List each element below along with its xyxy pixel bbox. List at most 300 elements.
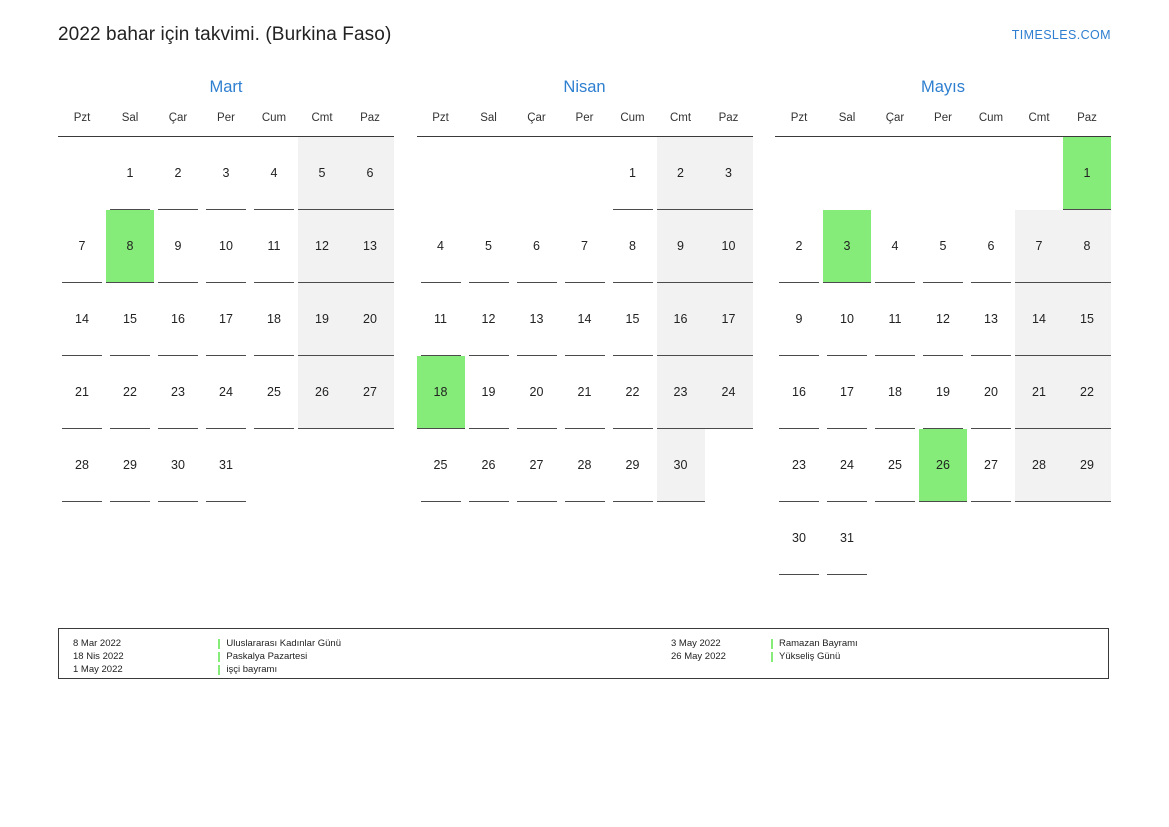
month-title: Mayıs	[920, 78, 965, 96]
legend-holiday-date: 3 May 2022	[671, 638, 721, 649]
day-cell[interactable]	[823, 283, 871, 356]
week-row	[58, 356, 394, 429]
day-number	[298, 429, 346, 502]
day-cell[interactable]	[154, 283, 202, 356]
day-number: 2	[154, 137, 202, 210]
day-cell-empty	[417, 137, 465, 211]
day-cell[interactable]	[705, 283, 753, 356]
day-number: 31	[202, 429, 250, 502]
day-number: 1	[609, 137, 657, 210]
weekday-header-pzt: Pzt	[775, 109, 823, 137]
day-number: 21	[561, 356, 609, 429]
day-cell-empty	[919, 502, 967, 575]
day-number: 28	[1015, 429, 1063, 502]
day-number: 12	[465, 283, 513, 356]
day-number: 11	[250, 210, 298, 283]
day-cell[interactable]	[465, 210, 513, 283]
weekday-header-cum: Cum	[250, 109, 298, 137]
day-cell-holiday[interactable]	[919, 429, 967, 502]
page-header	[58, 18, 1111, 52]
day-number: 4	[417, 210, 465, 283]
week-row	[775, 502, 1111, 575]
day-cell[interactable]	[775, 210, 823, 283]
week-row	[417, 210, 753, 283]
day-cell-empty	[250, 429, 298, 502]
day-number: 18	[250, 283, 298, 356]
day-number: 20	[346, 283, 394, 356]
day-number	[1015, 137, 1063, 210]
day-cell[interactable]	[657, 210, 705, 283]
day-cell[interactable]	[58, 429, 106, 502]
day-number: 28	[58, 429, 106, 502]
month-grid	[417, 109, 753, 575]
day-cell-empty	[705, 502, 753, 575]
day-number: 7	[1015, 210, 1063, 283]
weekday-header-pzt: Pzt	[417, 109, 465, 137]
month-title: Mart	[209, 78, 243, 96]
day-number: 19	[465, 356, 513, 429]
day-cell-empty	[919, 137, 967, 211]
weekday-header-cmt: Cmt	[657, 109, 705, 137]
day-number: 21	[1015, 356, 1063, 429]
day-number: 10	[823, 283, 871, 356]
legend-group-left	[73, 637, 341, 678]
day-number: 16	[657, 283, 705, 356]
month-body-0	[58, 137, 394, 576]
legend-group-right	[671, 637, 931, 678]
day-cell[interactable]	[465, 283, 513, 356]
day-cell[interactable]	[513, 283, 561, 356]
day-number: 30	[775, 502, 823, 575]
weekday-header-paz: Paz	[1063, 109, 1111, 137]
legend-holiday-name: Yükseliş Günü	[771, 650, 858, 663]
day-number: 4	[871, 210, 919, 283]
day-cell[interactable]	[967, 356, 1015, 429]
day-number: 26	[919, 429, 967, 502]
day-cell-empty	[967, 137, 1015, 211]
day-cell-empty	[561, 137, 609, 211]
day-number: 18	[417, 356, 465, 429]
day-number	[967, 502, 1015, 575]
day-number: 6	[967, 210, 1015, 283]
day-cell[interactable]	[250, 283, 298, 356]
day-cell-empty	[775, 137, 823, 211]
day-number: 25	[250, 356, 298, 429]
day-number	[106, 502, 154, 575]
day-number: 12	[919, 283, 967, 356]
day-cell[interactable]	[1063, 356, 1111, 429]
day-cell-holiday[interactable]	[106, 210, 154, 283]
day-cell[interactable]	[775, 429, 823, 502]
day-number: 14	[58, 283, 106, 356]
day-cell[interactable]	[919, 283, 967, 356]
day-number: 30	[154, 429, 202, 502]
day-number: 3	[823, 210, 871, 283]
day-cell-empty	[823, 137, 871, 211]
day-number: 1	[1063, 137, 1111, 210]
day-cell[interactable]	[775, 356, 823, 429]
day-cell-empty	[609, 502, 657, 575]
day-cell[interactable]	[1063, 283, 1111, 356]
day-number: 18	[871, 356, 919, 429]
day-number: 8	[1063, 210, 1111, 283]
day-cell[interactable]	[561, 429, 609, 502]
week-row	[417, 502, 753, 575]
day-number: 25	[417, 429, 465, 502]
day-cell[interactable]	[513, 429, 561, 502]
day-cell[interactable]	[346, 137, 394, 211]
day-number: 17	[823, 356, 871, 429]
day-number: 25	[871, 429, 919, 502]
day-number	[417, 502, 465, 575]
day-number: 26	[465, 429, 513, 502]
day-number: 23	[775, 429, 823, 502]
legend-holiday-date: 1 May 2022	[73, 664, 123, 675]
day-cell-empty	[871, 137, 919, 211]
day-number	[1063, 502, 1111, 575]
day-cell-holiday[interactable]	[823, 210, 871, 283]
week-row	[417, 356, 753, 429]
day-cell[interactable]	[298, 210, 346, 283]
day-cell[interactable]	[919, 356, 967, 429]
week-row	[417, 429, 753, 502]
day-cell[interactable]	[657, 356, 705, 429]
day-number: 15	[106, 283, 154, 356]
day-number: 22	[609, 356, 657, 429]
month-block-0	[58, 78, 394, 575]
brand-link[interactable]: TIMESLES.COM	[1011, 28, 1111, 42]
day-number: 3	[202, 137, 250, 210]
day-cell-empty	[298, 429, 346, 502]
day-cell[interactable]	[202, 137, 250, 211]
day-cell[interactable]	[967, 429, 1015, 502]
day-cell-empty	[1063, 502, 1111, 575]
day-cell-empty	[346, 502, 394, 575]
day-number	[513, 137, 561, 210]
day-cell[interactable]	[154, 137, 202, 211]
day-cell[interactable]	[871, 356, 919, 429]
day-number: 20	[513, 356, 561, 429]
day-cell[interactable]	[58, 210, 106, 283]
day-cell[interactable]	[58, 356, 106, 429]
day-number: 8	[106, 210, 154, 283]
day-number: 2	[775, 210, 823, 283]
calendar-months	[58, 78, 1111, 575]
day-number	[657, 502, 705, 575]
legend-holiday-date: 18 Nis 2022	[73, 651, 124, 662]
legend-holiday-name: işçi bayramı	[218, 663, 341, 676]
day-number	[775, 137, 823, 210]
month-grid	[58, 109, 394, 575]
day-number	[346, 502, 394, 575]
month-body-2	[775, 137, 1111, 576]
day-cell[interactable]	[1015, 429, 1063, 502]
day-cell[interactable]	[250, 210, 298, 283]
day-number	[967, 137, 1015, 210]
weekday-header-paz: Paz	[346, 109, 394, 137]
day-number	[58, 502, 106, 575]
day-cell[interactable]	[871, 429, 919, 502]
day-cell[interactable]	[1015, 356, 1063, 429]
day-cell[interactable]	[657, 283, 705, 356]
day-number: 22	[1063, 356, 1111, 429]
weekday-header-cmt: Cmt	[298, 109, 346, 137]
day-cell-empty	[705, 429, 753, 502]
day-cell[interactable]	[346, 356, 394, 429]
week-row	[58, 210, 394, 283]
day-cell[interactable]	[1015, 210, 1063, 283]
weekday-header-pzt: Pzt	[58, 109, 106, 137]
day-number: 26	[298, 356, 346, 429]
day-cell[interactable]	[106, 283, 154, 356]
month-body-1	[417, 137, 753, 576]
weekday-header-per: Per	[202, 109, 250, 137]
day-number: 13	[513, 283, 561, 356]
day-cell[interactable]	[154, 356, 202, 429]
day-number: 10	[202, 210, 250, 283]
week-row	[775, 210, 1111, 283]
day-number	[250, 429, 298, 502]
day-number: 6	[346, 137, 394, 210]
day-number: 24	[705, 356, 753, 429]
day-cell[interactable]	[561, 356, 609, 429]
day-number	[561, 502, 609, 575]
week-row	[775, 283, 1111, 356]
day-cell-empty	[346, 429, 394, 502]
day-number	[298, 502, 346, 575]
weekday-header-cum: Cum	[609, 109, 657, 137]
day-cell[interactable]	[154, 429, 202, 502]
day-number: 19	[919, 356, 967, 429]
weekday-header-row	[775, 109, 1111, 137]
day-number: 12	[298, 210, 346, 283]
week-row	[417, 137, 753, 211]
day-number: 27	[967, 429, 1015, 502]
day-number: 29	[106, 429, 154, 502]
day-cell[interactable]	[609, 210, 657, 283]
day-cell[interactable]	[871, 283, 919, 356]
day-number: 22	[106, 356, 154, 429]
month-title: Nisan	[563, 78, 606, 96]
day-number	[154, 502, 202, 575]
weekday-header-row	[417, 109, 753, 137]
day-cell[interactable]	[1063, 429, 1111, 502]
day-number: 1	[106, 137, 154, 210]
day-cell[interactable]	[609, 356, 657, 429]
weekday-header-row	[58, 109, 394, 137]
day-number: 19	[298, 283, 346, 356]
day-cell[interactable]	[298, 283, 346, 356]
page-title: 2022 bahar için takvimi. (Burkina Faso)	[58, 24, 392, 45]
day-cell[interactable]	[465, 356, 513, 429]
day-cell[interactable]	[561, 283, 609, 356]
legend-holiday-date: 26 May 2022	[671, 651, 726, 662]
legend-box	[58, 628, 1109, 679]
day-cell[interactable]	[346, 283, 394, 356]
day-number: 30	[657, 429, 705, 502]
day-cell[interactable]	[513, 356, 561, 429]
day-cell[interactable]	[154, 210, 202, 283]
weekday-header-car: Çar	[871, 109, 919, 137]
day-cell[interactable]	[465, 429, 513, 502]
day-cell-empty	[657, 502, 705, 575]
day-number: 10	[705, 210, 753, 283]
day-cell[interactable]	[775, 283, 823, 356]
day-cell[interactable]	[657, 137, 705, 211]
day-cell[interactable]	[823, 356, 871, 429]
legend-names-left	[218, 637, 341, 678]
week-row	[775, 356, 1111, 429]
day-number: 27	[346, 356, 394, 429]
day-number: 7	[561, 210, 609, 283]
day-cell[interactable]	[513, 210, 561, 283]
week-row	[58, 502, 394, 575]
legend-dates-right	[671, 637, 771, 678]
legend-holiday-name: Ramazan Bayramı	[771, 637, 858, 650]
day-cell[interactable]	[417, 283, 465, 356]
week-row	[58, 429, 394, 502]
day-number: 29	[1063, 429, 1111, 502]
day-cell[interactable]	[561, 210, 609, 283]
day-number: 28	[561, 429, 609, 502]
day-cell[interactable]	[417, 210, 465, 283]
week-row	[417, 283, 753, 356]
day-cell[interactable]	[705, 356, 753, 429]
day-number	[609, 502, 657, 575]
day-cell-empty	[465, 137, 513, 211]
day-cell-holiday[interactable]	[1063, 137, 1111, 211]
day-number: 4	[250, 137, 298, 210]
day-number: 5	[919, 210, 967, 283]
day-cell[interactable]	[919, 210, 967, 283]
day-number: 14	[1015, 283, 1063, 356]
day-cell-holiday[interactable]	[417, 356, 465, 429]
weekday-header-car: Çar	[154, 109, 202, 137]
day-cell[interactable]	[202, 429, 250, 502]
day-cell[interactable]	[58, 283, 106, 356]
weekday-header-cmt: Cmt	[1015, 109, 1063, 137]
day-number	[250, 502, 298, 575]
day-number: 13	[967, 283, 1015, 356]
day-cell[interactable]	[609, 429, 657, 502]
day-number: 8	[609, 210, 657, 283]
weekday-header-sal: Sal	[106, 109, 154, 137]
day-cell[interactable]	[609, 283, 657, 356]
day-number: 14	[561, 283, 609, 356]
day-cell[interactable]	[250, 137, 298, 211]
day-cell[interactable]	[202, 356, 250, 429]
day-number: 11	[871, 283, 919, 356]
legend-spacer	[341, 637, 671, 678]
day-cell[interactable]	[823, 429, 871, 502]
day-cell[interactable]	[298, 356, 346, 429]
weekday-header-per: Per	[561, 109, 609, 137]
day-number	[705, 502, 753, 575]
day-number: 16	[154, 283, 202, 356]
day-number	[202, 502, 250, 575]
day-number: 9	[775, 283, 823, 356]
day-cell[interactable]	[657, 429, 705, 502]
day-number	[561, 137, 609, 210]
day-number	[417, 137, 465, 210]
day-cell[interactable]	[823, 502, 871, 575]
day-number	[58, 137, 106, 210]
day-cell-empty	[58, 502, 106, 575]
legend-holiday-name: Uluslararası Kadınlar Günü	[218, 637, 341, 650]
day-number: 13	[346, 210, 394, 283]
day-number: 16	[775, 356, 823, 429]
day-number: 24	[823, 429, 871, 502]
day-cell-empty	[154, 502, 202, 575]
day-cell-empty	[967, 502, 1015, 575]
day-cell[interactable]	[106, 137, 154, 211]
day-number: 7	[58, 210, 106, 283]
day-cell[interactable]	[1063, 210, 1111, 283]
day-cell-empty	[561, 502, 609, 575]
legend-holiday-date: 8 Mar 2022	[73, 638, 122, 649]
month-grid	[775, 109, 1111, 575]
day-cell[interactable]	[106, 429, 154, 502]
day-number: 6	[513, 210, 561, 283]
day-cell[interactable]	[417, 429, 465, 502]
day-cell[interactable]	[609, 137, 657, 211]
day-number: 5	[298, 137, 346, 210]
legend-holiday-name: Paskalya Pazartesi	[218, 650, 341, 663]
day-cell[interactable]	[202, 283, 250, 356]
day-cell[interactable]	[967, 210, 1015, 283]
day-number: 5	[465, 210, 513, 283]
day-number	[871, 502, 919, 575]
day-number: 11	[417, 283, 465, 356]
month-block-2	[775, 78, 1111, 575]
day-number: 9	[657, 210, 705, 283]
day-number	[465, 502, 513, 575]
day-cell[interactable]	[705, 210, 753, 283]
week-row	[58, 137, 394, 211]
weekday-header-per: Per	[919, 109, 967, 137]
week-row	[775, 137, 1111, 211]
day-cell[interactable]	[705, 137, 753, 211]
day-number: 9	[154, 210, 202, 283]
weekday-header-sal: Sal	[465, 109, 513, 137]
day-cell[interactable]	[1015, 283, 1063, 356]
day-cell[interactable]	[298, 137, 346, 211]
day-number	[919, 502, 967, 575]
day-cell-empty	[250, 502, 298, 575]
day-cell[interactable]	[106, 356, 154, 429]
day-number	[346, 429, 394, 502]
day-cell[interactable]	[202, 210, 250, 283]
day-cell[interactable]	[250, 356, 298, 429]
day-number: 27	[513, 429, 561, 502]
day-number: 3	[705, 137, 753, 210]
day-cell[interactable]	[871, 210, 919, 283]
day-number: 17	[202, 283, 250, 356]
day-number: 23	[154, 356, 202, 429]
day-cell-empty	[513, 137, 561, 211]
day-cell-empty	[513, 502, 561, 575]
weekday-header-car: Çar	[513, 109, 561, 137]
day-number: 20	[967, 356, 1015, 429]
day-cell-empty	[1015, 502, 1063, 575]
day-cell[interactable]	[967, 283, 1015, 356]
day-cell[interactable]	[775, 502, 823, 575]
day-cell[interactable]	[346, 210, 394, 283]
day-cell-empty	[106, 502, 154, 575]
day-number	[871, 137, 919, 210]
day-number	[1015, 502, 1063, 575]
day-number: 29	[609, 429, 657, 502]
